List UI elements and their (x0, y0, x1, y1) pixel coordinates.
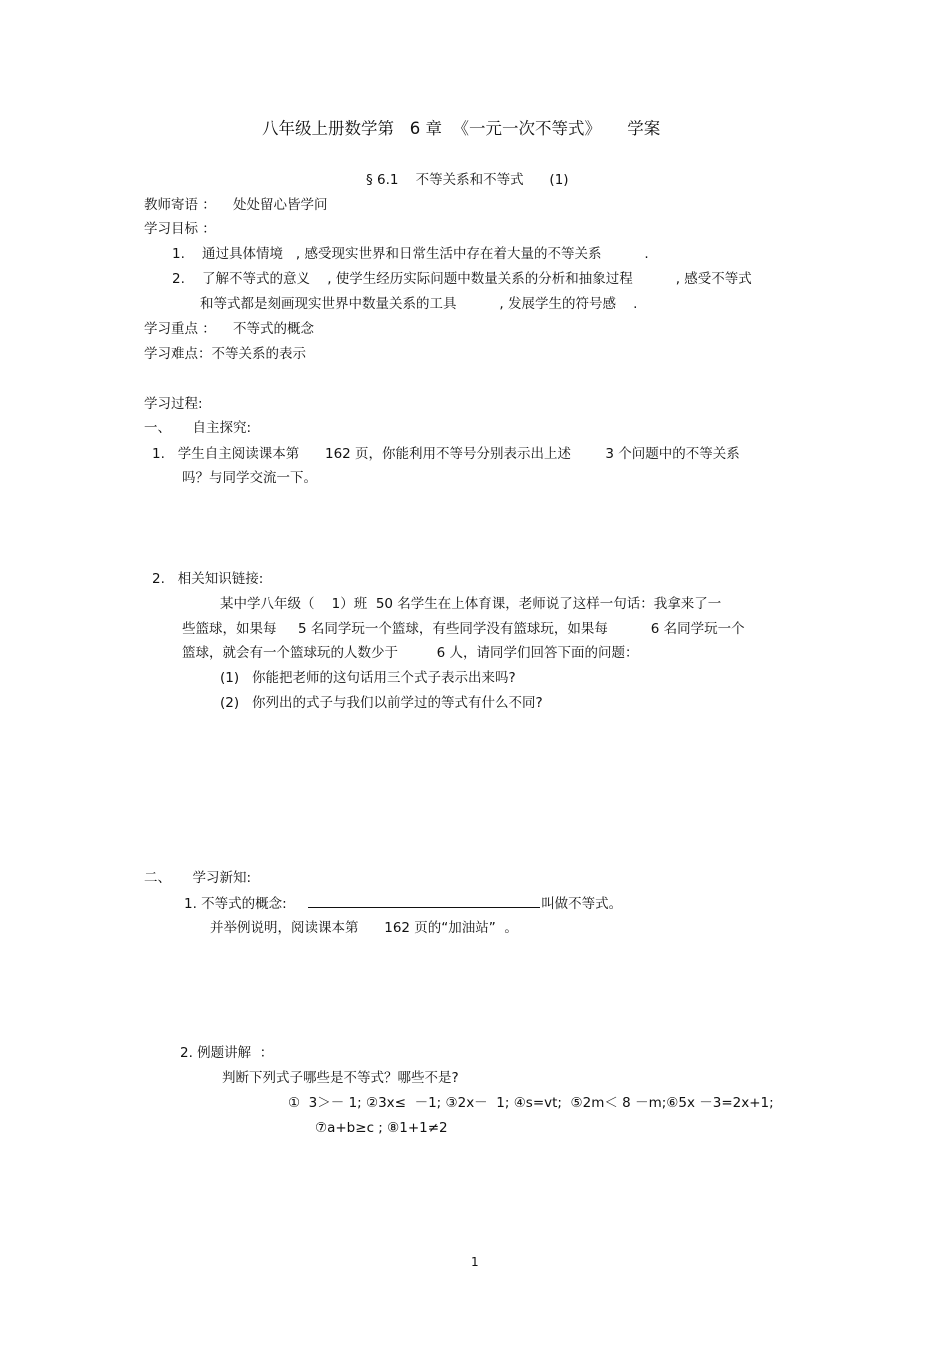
question-2-paragraph-line-1: 某中学八年级（ 1）班 50 名学生在上体育课，老师说了这样一句话：我拿来了一 (220, 596, 722, 612)
section-heading: § 6.1 不等关系和不等式 (1) (366, 172, 569, 188)
answer-blank[interactable] (308, 894, 540, 908)
question-1-line-1: 1. 学生自主阅读课本第 162 页，你能利用不等号分别表示出上述 3 个问题中的不等关系 (152, 446, 740, 462)
example-items-line-1: ① 3＞－ 1; ②3x≤ －1; ③2x－ 1; ④s=vt; ⑤2m＜ 8 －m;⑥5x －3=2x+1; (288, 1095, 774, 1111)
example-items-line-2: ⑦a+b≥c ; ⑧1+1≠2 (315, 1120, 448, 1136)
document-title: 八年级上册数学第 6 章 《一元一次不等式》 学案 (262, 119, 661, 138)
objective-1: 1. 通过具体情境 , 感受现实世界和日常生活中存在着大量的不等关系 . (172, 246, 649, 262)
objective-2-line-2: 和等式都是刻画现实世界中数量关系的工具 , 发展学生的符号感 . (200, 296, 638, 312)
process-label: 学习过程: (144, 396, 203, 412)
question-2-paragraph-line-2: 些篮球，如果每 5 名同学玩一个篮球，有些同学没有篮球玩，如果每 6 名同学玩一个 (182, 621, 745, 637)
part-2-heading: 二、 学习新知: (144, 870, 252, 886)
difficulty: 学习难点：不等关系的表示 (144, 346, 306, 362)
example-question: 判断下列式子哪些是不等式？哪些不是? (222, 1070, 459, 1086)
example-heading: 2. 例题讲解 ： (180, 1045, 274, 1061)
key-point: 学习重点 ： 不等式的概念 (144, 321, 314, 337)
teacher-message: 教师寄语 ： 处处留心皆学问 (144, 197, 328, 213)
concept-label: 1. 不等式的概念: (184, 896, 309, 912)
question-1-line-2: 吗？与同学交流一下。 (182, 470, 317, 486)
objectives-label: 学习目标 ： (144, 221, 216, 237)
page-number: 1 (471, 1255, 479, 1269)
question-2-sub-1: (1) 你能把老师的这句话用三个式子表示出来吗? (220, 670, 516, 686)
objective-2-line-1: 2. 了解不等式的意义 , 使学生经历实际问题中数量关系的分析和抽象过程 , 感受不等式 (172, 271, 752, 287)
concept-suffix: 叫做不等式。 (541, 896, 623, 912)
concept-line (184, 894, 622, 913)
concept-example: 并举例说明，阅读课本第 162 页的“加油站” 。 (210, 920, 518, 936)
question-2-paragraph-line-3: 篮球，就会有一个篮球玩的人数少于 6 人，请同学们回答下面的问题： (182, 645, 639, 661)
part-1-heading: 一、 自主探究: (144, 420, 252, 436)
question-2-heading: 2. 相关知识链接: (152, 571, 264, 587)
question-2-sub-2: (2) 你列出的式子与我们以前学过的等式有什么不同? (220, 695, 543, 711)
